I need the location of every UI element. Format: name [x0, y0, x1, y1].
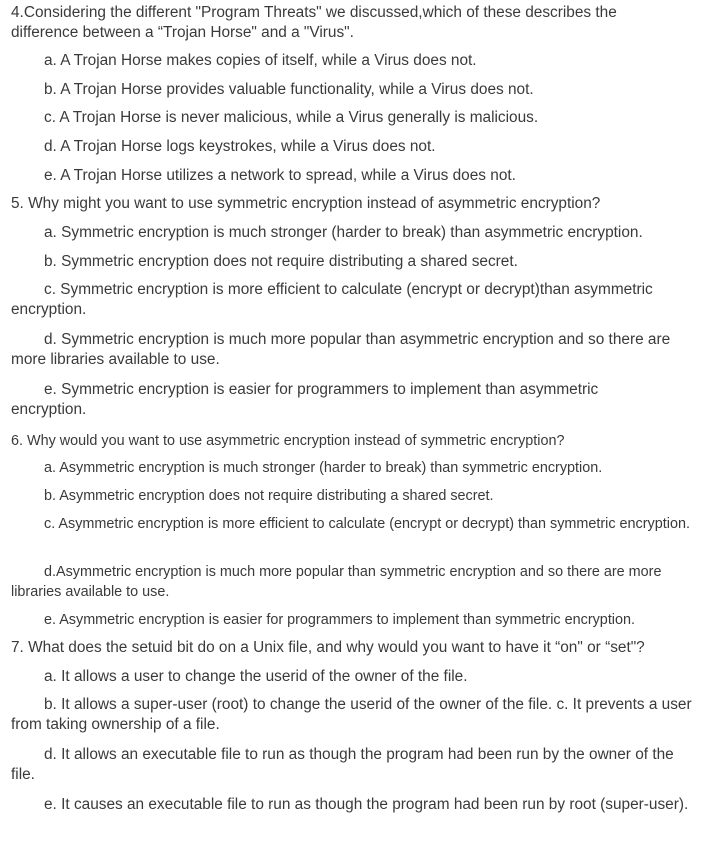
question-7-prompt: 7. What does the setuid bit do on a Unix file, and why would you want to have it “on" or “set"?: [11, 639, 645, 656]
question-5-option-b: b. Symmetric encryption does not require distributing a shared secret.: [44, 253, 518, 270]
question-4-option-c: c. A Trojan Horse is never malicious, while a Virus generally is malicious.: [44, 109, 539, 126]
question-6-option-c: c. Asymmetric encryption is more efficient to calculate (encrypt or decrypt) than symmetric encryption.: [44, 516, 690, 532]
question-7-option-b: b. It allows a super-user (root) to change the userid of the owner of the file. c. It prevents a user from taking ownership of a file.: [11, 696, 692, 733]
question-6-prompt: 6. Why would you want to use asymmetric encryption instead of symmetric encryption?: [11, 433, 565, 449]
question-5-option-c: c. Symmetric encryption is more efficient to calculate (encrypt or decrypt)than asymmetric encryption.: [11, 281, 653, 318]
question-6-option-d: d.Asymmetric encryption is much more popular than symmetric encryption and so there are more libraries available to use.: [11, 564, 662, 600]
question-6-option-a: a. Asymmetric encryption is much stronger (harder to break) than symmetric encryption.: [44, 460, 603, 476]
question-5-option-e: e. Symmetric encryption is easier for programmers to implement than asymmetric encryption.: [11, 381, 599, 418]
question-7-option-a: a. It allows a user to change the userid of the owner of the file.: [44, 668, 468, 685]
question-5-prompt: 5. Why might you want to use symmetric encryption instead of asymmetric encryption?: [11, 195, 601, 212]
question-5-option-d: d. Symmetric encryption is much more popular than asymmetric encryption and so there are more libraries available to use.: [11, 331, 671, 368]
question-7-option-d: d. It allows an executable file to run as though the program had been run by the owner of the file.: [11, 746, 674, 783]
question-4-option-e: e. A Trojan Horse utilizes a network to spread, while a Virus does not.: [44, 167, 516, 184]
question-4-prompt: 4.Considering the different "Program Threats" we discussed,which of these describes the difference between a “Trojan Horse" and a "Virus".: [11, 4, 617, 41]
question-6-option-b: b. Asymmetric encryption does not require distributing a shared secret.: [44, 488, 494, 504]
question-7-option-e: e. It causes an executable file to run as though the program had been run by root (super-user).: [44, 796, 689, 813]
question-5-option-a: a. Symmetric encryption is much stronger (harder to break) than asymmetric encryption.: [44, 224, 643, 241]
question-4-option-b: b. A Trojan Horse provides valuable functionality, while a Virus does not.: [44, 81, 534, 98]
question-6-option-e: e. Asymmetric encryption is easier for programmers to implement than symmetric encryption.: [44, 612, 636, 628]
question-4-option-d: d. A Trojan Horse logs keystrokes, while a Virus does not.: [44, 138, 436, 155]
question-4-option-a: a. A Trojan Horse makes copies of itself, while a Virus does not.: [44, 52, 477, 69]
